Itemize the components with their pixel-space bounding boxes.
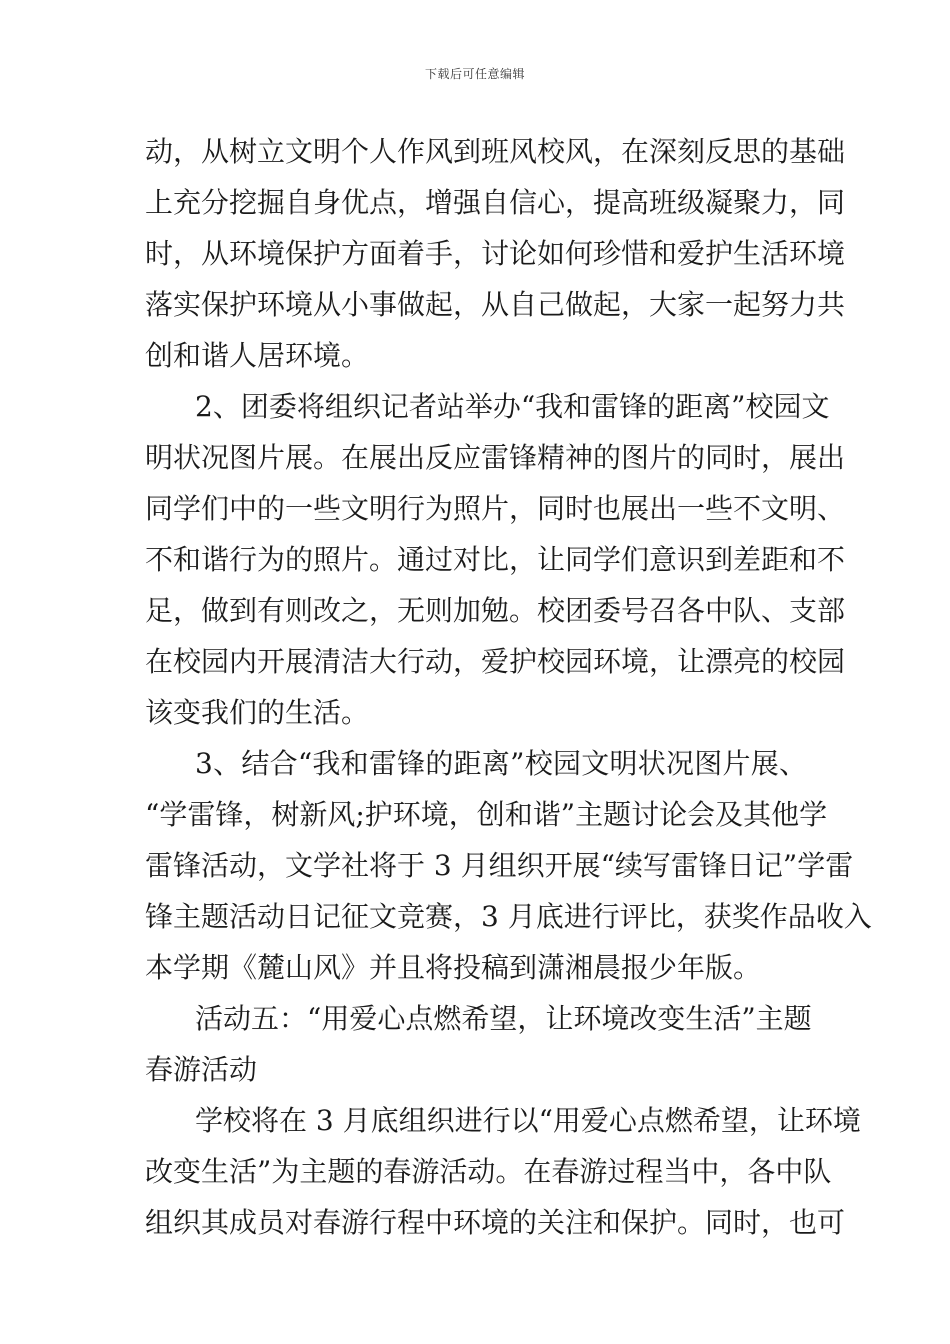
text-line: 2、团委将组织记者站举办“我和雷锋的距离”校园文 <box>195 390 830 423</box>
text-line: 改变生活”为主题的春游活动。在春游过程当中，各中队 <box>145 1155 832 1188</box>
text-line: 组织其成员对春游行程中环境的关注和保护。同时，也可 <box>145 1206 846 1239</box>
text-line: 在校园内开展清洁大行动，爱护校园环境，让漂亮的校园 <box>145 645 846 678</box>
text-line: 不和谐行为的照片。通过对比，让同学们意识到差距和不 <box>145 543 846 576</box>
text-line: 同学们中的一些文明行为照片，同时也展出一些不文明、 <box>145 492 846 525</box>
text-line: 活动五：“用爱心点燃希望，让环境改变生活”主题 <box>195 1002 812 1035</box>
text-line: 锋主题活动日记征文竞赛，3 月底进行评比，获奖作品收入 <box>145 900 872 933</box>
text-line: 上充分挖掘自身优点，增强自信心，提高班级凝聚力，同 <box>145 186 846 219</box>
text-line: 本学期《麓山风》并且将投稿到潇湘晨报少年版。 <box>145 951 762 984</box>
page-header: 下载后可任意编辑 <box>424 67 525 81</box>
text-line: 动，从树立文明个人作风到班风校风，在深刻反思的基础 <box>145 135 846 168</box>
text-line: 学校将在 3 月底组织进行以“用爱心点燃希望，让环境 <box>195 1104 861 1137</box>
text-line: 落实保护环境从小事做起，从自己做起，大家一起努力共 <box>145 288 846 321</box>
text-line: 时，从环境保护方面着手，讨论如何珍惜和爱护生活环境 <box>145 237 846 270</box>
document-body <box>145 126 872 1248</box>
text-line: 雷锋活动，文学社将于 3 月组织开展“续写雷锋日记”学雷 <box>145 849 854 882</box>
text-line: 该变我们的生活。 <box>145 696 370 729</box>
text-line: “学雷锋，树新风;护环境，创和谐”主题讨论会及其他学 <box>145 798 828 831</box>
text-line: 明状况图片展。在展出反应雷锋精神的图片的同时，展出 <box>145 441 846 474</box>
text-line: 3、结合“我和雷锋的距离”校园文明状况图片展、 <box>195 747 807 780</box>
text-line: 足，做到有则改之，无则加勉。校团委号召各中队、支部 <box>145 594 846 627</box>
text-line: 创和谐人居环境。 <box>145 339 370 372</box>
text-line: 春游活动 <box>145 1053 258 1086</box>
